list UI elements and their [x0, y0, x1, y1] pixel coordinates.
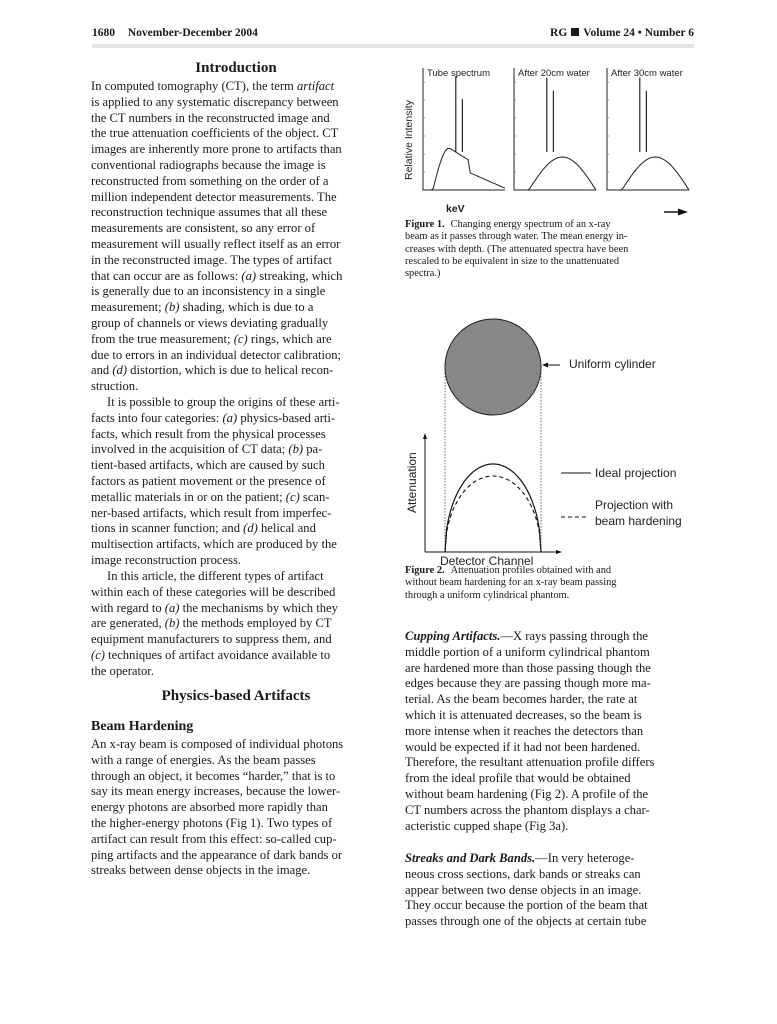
arrow-right-icon — [664, 209, 688, 216]
spectrum-panel — [607, 68, 689, 190]
legend-ideal-projection: Ideal projection — [595, 466, 677, 480]
text-line: acteristic cupped shape (Fig 3a). — [405, 818, 569, 833]
square-bullet-icon — [571, 28, 579, 36]
text-line: factors as patient movement or the presence of — [91, 473, 326, 488]
text-line: tient-based artifacts, which are caused by such — [91, 458, 325, 473]
text-line: passes through one of the objects at certain tube — [405, 914, 647, 929]
fig1-panels — [423, 68, 689, 190]
text-line: involved in the acquisition of CT data; (b) pa- — [91, 442, 323, 457]
text-line: that can occur are as follows: (a) streaking, which — [91, 268, 343, 283]
text-line: conventional radiographs because the image is — [91, 157, 326, 172]
uniform-cylinder-shape — [445, 319, 541, 415]
intro-heading: Introduction — [195, 60, 277, 76]
text-line: the higher-energy photons (Fig 1). Two types of — [91, 815, 333, 830]
running-header — [92, 27, 694, 41]
text-line: which it is attenuated decreases, so the beam is — [405, 707, 642, 722]
fig1-caption-line: spectra.) — [405, 268, 441, 280]
header-left — [92, 27, 258, 39]
text-line: images are inherently more prone to artifacts than — [91, 142, 342, 157]
streaks-dark-bands-paragraph — [405, 851, 697, 930]
text-line: energy photons are absorbed more rapidly than — [91, 800, 328, 815]
text-line: They occur because the portion of the beam that — [405, 898, 648, 913]
cylinder-pointer-arrow-icon — [542, 363, 560, 368]
panel-title: Tube spectrum — [427, 68, 491, 79]
section-heading: Physics-based Artifacts — [161, 688, 311, 704]
volume-issue: Volume 24 • Number 6 — [583, 27, 694, 39]
figure-2 — [398, 315, 698, 565]
fig2-x-axis-label: Detector Channel — [440, 554, 534, 565]
text-line: the true attenuation coefficients of the object. CT — [91, 126, 339, 141]
text-line: equipment manufacturers to suppress them, and — [91, 632, 332, 647]
intro-paragraph — [91, 79, 381, 395]
text-line: are hardened more than those passing though the — [405, 660, 651, 675]
text-line: without beam hardening (Fig 2). A profile of the — [405, 786, 649, 801]
text-line: In this article, the different types of artifact — [107, 569, 324, 583]
header-right — [550, 27, 694, 39]
text-line: image reconstruction process. — [91, 552, 242, 567]
text-line: is generally due to an inconsistency in a single — [91, 284, 326, 299]
text-line: (c) techniques of artifact avoidance available to — [91, 647, 331, 662]
fig2-y-axis-label: Attenuation — [405, 452, 419, 513]
text-line: facts, which result from the physical processes — [91, 426, 326, 441]
issue-date: November-December 2004 — [127, 27, 258, 39]
text-line: multisection artifacts, which are produced by the — [91, 537, 337, 552]
panel-title: After 30cm water — [611, 68, 683, 79]
categories-paragraph — [91, 395, 381, 569]
text-line: group of channels or views deviating gradually — [91, 315, 329, 330]
figure-1-caption — [405, 219, 695, 280]
text-line: the operator. — [91, 663, 154, 678]
text-line: and (d) distortion, which is due to helical recon- — [91, 363, 334, 378]
text-line: reconstructed from something on the order of a — [91, 173, 329, 188]
text-line: measurement; (b) shading, which is due to a — [91, 300, 314, 315]
figure-2-caption — [405, 565, 695, 602]
article-scope-paragraph — [91, 569, 381, 680]
ideal-projection-curve — [445, 464, 541, 552]
text-line: are generated, (b) the methods employed by CT — [91, 616, 332, 631]
text-line: in the reconstructed image. The types of artifact — [91, 252, 333, 267]
text-line: more intense when it reaches the detectors than — [405, 723, 644, 738]
spectrum-panel — [514, 68, 596, 190]
run-in-heading: Cupping Artifacts. — [405, 629, 501, 643]
text-line: struction. — [91, 379, 139, 394]
run-in-heading: Streaks and Dark Bands. — [405, 851, 536, 865]
text-line: the CT numbers in the reconstructed image and — [91, 110, 330, 125]
panel-axes — [423, 68, 505, 190]
text-line: would be expected if it had not been hardened. — [405, 739, 641, 754]
text-line: terial. As the beam becomes harder, the rate at — [405, 692, 638, 707]
text-line: middle portion of a uniform cylindrical phantom — [405, 644, 650, 659]
text-line: facts into four categories: (a) physics-based arti- — [91, 410, 336, 425]
fig2-caption-label: Figure 2. — [405, 565, 445, 576]
text-line: say its mean energy increases, because the lower- — [91, 784, 341, 799]
header-rule — [92, 44, 694, 48]
spectrum-continuum — [607, 157, 689, 190]
text-line: It is possible to group the origins of these arti- — [107, 395, 340, 409]
journal-name: RG — [550, 27, 568, 39]
fig1-caption-label: Figure 1. — [405, 219, 445, 230]
text-line: Streaks and Dark Bands.—In very heteroge- — [405, 851, 635, 865]
text-line: artifact can result from this effect: so-called cup- — [91, 831, 337, 846]
text-line: measurements are consistent, so any error of — [91, 221, 316, 236]
text-line: from the ideal profile that would be obtained — [405, 771, 631, 786]
text-line: million independent detector measurements. The — [91, 189, 337, 204]
beam-hardening-curve — [445, 476, 541, 552]
fig1-caption-line: beam as it passes through water. The mean energy in- — [405, 231, 628, 243]
y-axis-arrow-icon — [423, 433, 427, 439]
figure-1 — [398, 60, 698, 220]
cupping-artifacts-paragraph — [405, 629, 697, 834]
text-line: streaks between dense objects in the image. — [91, 863, 311, 878]
text-line: edges because they are passing though more ma- — [405, 676, 651, 691]
page-number: 1680 — [92, 27, 115, 39]
fig1-caption-line: creases with depth. (The attenuated spectra have been — [405, 243, 629, 255]
panel-title: After 20cm water — [518, 68, 590, 79]
text-line: measurement will usually reflect itself as an error — [91, 236, 341, 251]
text-line: CT numbers across the phantom displays a char- — [405, 802, 650, 817]
text-line: within each of these categories will be described — [91, 584, 336, 599]
text-line: ner-based artifacts, which result from imperfec- — [91, 505, 332, 520]
text-line: with a range of energies. As the beam passes — [91, 752, 316, 767]
text-line: appear between two dense objects in an image. — [405, 882, 642, 897]
fig1-caption-line: rescaled to be equivalent in size to the unattenuated — [405, 255, 620, 267]
text-line: through an object, it becomes “harder,” that is to — [91, 768, 336, 783]
text-line: reconstruction technique assumes that all these — [91, 205, 328, 220]
fig2-caption-line: through a uniform cylindrical phantom. — [405, 589, 570, 601]
fig2-caption-line: Attenuation profiles obtained with and — [450, 565, 612, 576]
fig1-x-axis-label: keV — [446, 203, 465, 215]
subsection-heading: Beam Hardening — [91, 719, 194, 734]
fig2-caption-line: without beam hardening for an x-ray beam passing — [405, 577, 617, 589]
spectrum-panel — [423, 68, 505, 190]
text-line: from the true measurement; (c) rings, which are — [91, 331, 332, 346]
text-line: due to errors in an individual detector calibration; — [91, 347, 342, 362]
fig1-y-axis-label: Relative Intensity — [403, 100, 415, 180]
beam-hardening-paragraph — [91, 737, 381, 879]
text-line: Cupping Artifacts.—X rays passing through the — [405, 629, 649, 643]
cylinder-label: Uniform cylinder — [569, 357, 656, 371]
text-line: neous cross sections, dark bands or streaks can — [405, 866, 641, 881]
spectrum-continuum — [514, 157, 596, 190]
text-line: Therefore, the resultant attenuation profile differs — [405, 755, 655, 770]
legend-beam-hardening-line2: beam hardening — [595, 514, 682, 528]
text-line: is applied to any systematic discrepancy between — [91, 94, 339, 109]
fig1-caption-line: Changing energy spectrum of an x-ray — [450, 219, 611, 230]
legend-beam-hardening-line1: Projection with — [595, 498, 674, 512]
text-line: ping artifacts and the appearance of dark bands or — [91, 847, 343, 862]
text-line: metallic materials in or on the patient; (c) scan- — [91, 489, 330, 504]
text-line: with regard to (a) the mechanisms by which they — [91, 600, 338, 615]
spectrum-continuum — [423, 148, 505, 190]
text-line: In computed tomography (CT), the term artifact — [91, 79, 335, 93]
x-axis-arrow-icon — [556, 550, 562, 554]
text-line: tions in scanner function; and (d) helical and — [91, 521, 316, 536]
text-line: An x-ray beam is composed of individual photons — [91, 737, 344, 751]
